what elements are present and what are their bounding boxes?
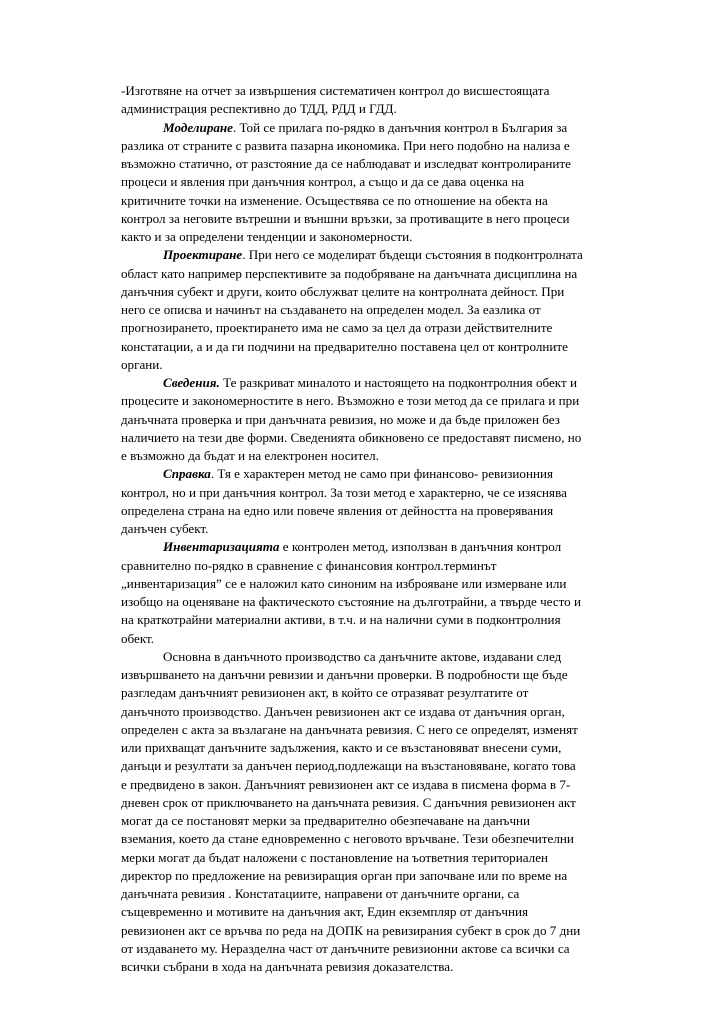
text-line xyxy=(121,739,641,757)
line-text: същевременно и мотивите на данъчния акт, Един екземпляр от данъчния xyxy=(121,904,528,920)
text-line xyxy=(121,812,641,830)
text-line xyxy=(121,502,641,520)
line-text: или прихващат данъчните задължения, както и се възстановяват внесени суми, xyxy=(121,740,562,755)
method-term: Инвентаризацията xyxy=(163,539,280,555)
text-line xyxy=(121,794,641,812)
text-line xyxy=(121,265,641,283)
text-line xyxy=(121,228,641,246)
line-text: могат да се постановят мерки за предварително обезпечаване на данъчни xyxy=(121,813,531,828)
line-text: данъчния субект и други, които обслужват целите на контролната дейност. При xyxy=(121,283,565,299)
line-text: вземания, което да стане едновременно с неговото връчване. Тези обезпечителни xyxy=(121,831,574,847)
line-text: . При него се моделират бъдещи състояния в подконтролната xyxy=(242,247,583,263)
text-line xyxy=(121,703,641,721)
line-text: данъчен субект. xyxy=(121,521,209,536)
line-text: -Изготвяне на отчет за извършения систематичен контрол до висшестоящата xyxy=(121,83,550,98)
text-line xyxy=(121,903,641,921)
text-line xyxy=(121,100,641,118)
text-line xyxy=(121,392,641,410)
text-line xyxy=(121,721,641,739)
line-text: „инвентаризация” се е наложил като синоним на изброяване или измерване или xyxy=(121,575,567,591)
text-line xyxy=(121,849,641,867)
line-text: Те разкриват миналото и настоящето на подконтролния обект и xyxy=(219,375,577,390)
line-text: процесите и закономерностите в него. Възможно е този метод да се прилага и при xyxy=(121,393,580,409)
line-text: разгледам данъчният ревизионен акт, в който се отразяват резултатите от xyxy=(121,685,529,701)
line-text: администрация респективно до ТДД, РДД и ГДД. xyxy=(121,101,397,117)
text-line xyxy=(121,611,641,629)
line-text: критичните точки на изменение. Осъществява се по отношение на обекта на xyxy=(121,192,548,208)
line-text: обект. xyxy=(121,630,155,646)
text-line xyxy=(121,538,641,556)
line-text: както и за определени тенденции и закономерности. xyxy=(121,229,413,244)
text-line xyxy=(121,137,641,155)
line-text: прогнозирането, проектирането има не само за цел да отрази действителните xyxy=(121,320,553,336)
text-line xyxy=(121,192,641,210)
line-text: извършването на данъчни ревизии и данъчни проверки. В подробности ще бъде xyxy=(121,667,568,682)
text-line xyxy=(121,246,641,264)
text-line xyxy=(121,283,641,301)
text-line xyxy=(121,958,641,976)
line-text: определена страна на едно или повече явления от дейността на проверявания xyxy=(121,502,554,518)
text-line xyxy=(121,82,641,100)
text-line xyxy=(121,520,641,538)
text-line xyxy=(121,630,641,648)
line-text: е контролен метод, използван в данъчния контрол xyxy=(279,539,562,555)
text-line xyxy=(121,648,641,666)
line-text: ревизионен акт се връчва по реда на ДОПК на ревизирания субект в срок до 7 дни xyxy=(121,922,581,938)
text-line xyxy=(121,666,641,684)
line-text: област като например перспективите за подобряване на данъчната дисциплина на xyxy=(121,265,578,281)
text-line xyxy=(121,374,641,392)
text-line xyxy=(121,210,641,228)
line-text: на краткотрайни материални активи, в т.ч. и на налични суми в подконтролния xyxy=(121,612,561,628)
line-text: процеси и явления при данъчния контрол, а също и да се дава оценка на xyxy=(121,174,525,190)
line-text: всички събрани в хода на данъчната ревизия доказателства. xyxy=(121,959,454,974)
line-text: данъчната проверка и при данъчната ревизия, но може и да бъде приложен без xyxy=(121,411,560,427)
text-line xyxy=(121,338,641,356)
line-text: контрол, но и при данъчния контрол. За този метод е характерно, че се изяснява xyxy=(121,484,567,500)
line-text: е предвидено в закон. Данъчният ревизионен акт се издава в писмена форма в 7- xyxy=(121,776,571,792)
method-term: Сведения. xyxy=(163,375,220,390)
document-body xyxy=(121,82,641,976)
text-line xyxy=(121,922,641,940)
text-line xyxy=(121,593,641,611)
line-text: сравнително по-рядко в сравнение с финансовия контрол.терминът xyxy=(121,557,497,573)
line-text: него се описва и начинът на създаването на определен модел. За еазлика от xyxy=(121,302,541,317)
line-text: констатации, а и да ги подчини на предварително поставена цел от контролните xyxy=(121,338,568,354)
line-text: органи. xyxy=(121,356,163,372)
line-text: Основна в данъчното производство са данъчните актове, издавани след xyxy=(163,648,562,664)
text-line xyxy=(121,885,641,903)
text-line xyxy=(121,319,641,337)
line-text: данъци и резултати за данъчен период,подлежащи на възстановяване, когато това xyxy=(121,758,576,774)
text-line xyxy=(121,557,641,575)
method-term: Проектиране xyxy=(163,247,243,263)
text-line xyxy=(121,155,641,173)
text-line xyxy=(121,447,641,465)
text-line xyxy=(121,484,641,502)
line-text: данъчното производство. Данъчен ревизионен акт се издава от данъчния орган, xyxy=(121,703,565,719)
text-line xyxy=(121,301,641,319)
text-line xyxy=(121,119,641,137)
text-line xyxy=(121,757,641,775)
line-text: мерки могат да бъдат наложени с постановление на ъответния териториален xyxy=(121,849,549,865)
line-text: контрол за неговите вътрешни и външни връзки, за противащите в него процеси xyxy=(121,210,570,226)
text-line xyxy=(121,465,641,483)
text-line xyxy=(121,940,641,958)
line-text: . Той се прилага по-рядко в данъчния контрол в България за xyxy=(233,119,568,135)
text-line xyxy=(121,356,641,374)
text-line xyxy=(121,173,641,191)
line-text: от издаването му. Неразделна част от данъчните ревизионни актове са всички са xyxy=(121,940,570,956)
line-text: определен с акта за възлагане на данъчната ревизия. С него се определят, изменят xyxy=(121,721,578,737)
line-text: . Тя е характерен метод не само при финансово- ревизионния xyxy=(210,466,553,482)
line-text: е възможно да бъдат и на електронен носител. xyxy=(121,448,379,463)
text-line xyxy=(121,411,641,429)
method-term: Моделиране xyxy=(163,119,233,135)
line-text: наличието на тези две форми. Сведенията обикновено се предоставят писмено, но xyxy=(121,429,582,445)
text-line xyxy=(121,429,641,447)
line-text: данъчната ревизия . Констатациите, направени от данъчните органи, са xyxy=(121,886,520,901)
line-text: дневен срок от приключването на данъчната ревизия. С данъчния ревизионен акт xyxy=(121,794,576,810)
text-line xyxy=(121,830,641,848)
text-line xyxy=(121,684,641,702)
text-line xyxy=(121,867,641,885)
line-text: разлика от страните с развита пазарна икономика. При него подобно на нализа е xyxy=(121,137,570,153)
text-line xyxy=(121,575,641,593)
text-line xyxy=(121,776,641,794)
line-text: изобщо на оценяване на фактическото състояние на дълготрайни, а твърде често и xyxy=(121,594,582,609)
line-text: възможно статично, от разстояние да се наблюдават и изследват контролираните xyxy=(121,156,571,171)
line-text: директор по предложение на ревизиращия орган при започване или по време на xyxy=(121,867,568,883)
method-term: Справка xyxy=(163,466,211,482)
